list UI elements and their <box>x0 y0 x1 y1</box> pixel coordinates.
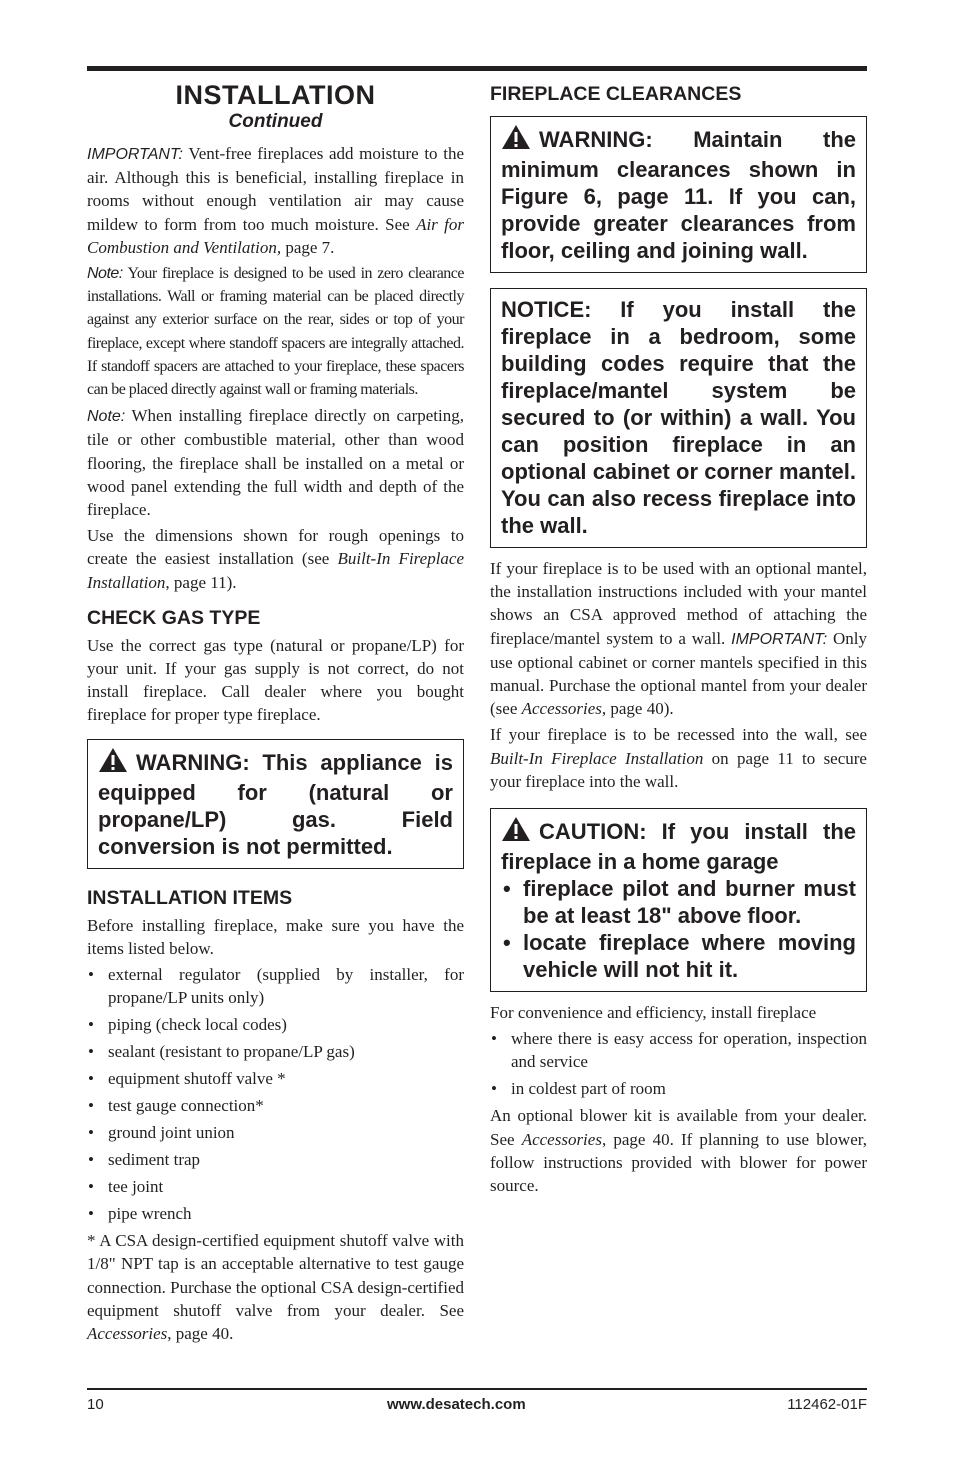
section-title: INSTALLATION <box>175 80 376 110</box>
mantel-important-text: Only use optional cabinet or corner mantels specified in this manual. Purchase the optional mantel from your dealer (see <box>490 628 867 719</box>
important-tail: page 7. <box>281 237 335 257</box>
footer-rule <box>87 1388 867 1390</box>
warning-triangle-icon <box>501 124 531 156</box>
website-link[interactable]: www.desatech.com <box>387 1396 526 1413</box>
list-item: • pipe wrench <box>87 1202 464 1225</box>
footnote-ref: Accessories <box>87 1324 168 1344</box>
mantel-important-label: IMPORTANT: <box>731 630 828 648</box>
convenience-intro: For convenience and efficiency, install fireplace <box>490 1003 817 1023</box>
list-item: • fireplace pilot and burner must be at least 18" above floor. <box>501 875 856 929</box>
note1-text: Your fireplace is designed to be used in zero clearance installations. Wall or framing material can be placed directly against any exterior surface on the rear, sides or top of your fireplace, except where standoff spacers are integrally attached. If standoff spacers are attached to your fireplace, these spacers can be placed directly against wall or framing materials. <box>87 265 464 399</box>
caution-title: CAUTION: If you install the fireplace in a home garage <box>501 819 856 875</box>
warning-triangle-icon <box>501 816 531 848</box>
list-item: • locate fireplace where moving vehicle will not hit it. <box>501 929 856 983</box>
important-text: Vent-free fireplaces add moisture to the air. Although this is beneficial, installing fireplace in rooms without enough ventilation air may cause mildew to form from too much moisture. See <box>87 144 464 234</box>
important-ref: Air for Combustion and Ventilation, <box>87 214 464 257</box>
footnote-tail: , page 40. <box>167 1324 234 1344</box>
dims-ref: Built-In Fireplace Installation <box>87 549 465 592</box>
note2-text: When installing fireplace directly on carpeting, tile or other combustible material, other than wood flooring, the fireplace shall be installed on a metal or wood panel extending the full width and depth of the fireplace. <box>87 406 464 520</box>
caution-title-line <box>501 816 856 875</box>
list-item: • in coldest part of room <box>490 1077 867 1100</box>
page-number: 10 <box>87 1396 104 1413</box>
clearance-warning-text: WARNING: Maintain the minimum clearances shown in Figure 6, page 11. If you can, provide greater clearances from floor, ceiling and joining wall. <box>501 127 856 263</box>
gas-warning-box <box>87 739 464 869</box>
mantel-paragraph <box>490 557 867 720</box>
dims-text: Use the dimensions shown for rough openings to create the easiest installation (see <box>87 526 464 569</box>
clearance-warning-box <box>490 116 867 273</box>
installation-items-list <box>87 963 464 1225</box>
list-item: • sealant (resistant to propane/LP gas) <box>87 1040 464 1063</box>
dimensions-paragraph <box>87 524 464 594</box>
blower-ref: Accessories <box>521 1129 602 1149</box>
shutoff-footnote <box>87 1229 464 1345</box>
bedroom-notice-box <box>490 288 867 548</box>
blower-tail: , page 40. If planning to use blower, follow instructions provided with blower for power source. <box>490 1129 867 1196</box>
section-subtitle: Continued <box>228 111 323 132</box>
list-item: • tee joint <box>87 1175 464 1198</box>
recess-tail: on page 11 to secure your fireplace into the wall. <box>490 748 867 791</box>
list-item: • ground joint union <box>87 1121 464 1144</box>
left-column <box>87 80 464 1348</box>
check-gas-heading: CHECK GAS TYPE <box>87 606 261 629</box>
list-item: • sediment trap <box>87 1148 464 1171</box>
important-label: IMPORTANT: <box>87 146 183 163</box>
list-item: • external regulator (supplied by installer, for propane/LP units only) <box>87 963 464 1009</box>
recess-ref: Built-In Fireplace Installation <box>490 748 704 768</box>
clearances-heading: FIREPLACE CLEARANCES <box>490 83 742 105</box>
list-item: • piping (check local codes) <box>87 1013 464 1036</box>
mantel-text: If your fireplace is to be used with an optional mantel, the installation instructions included with your mantel shows an CSA approved method of attaching the fireplace/mantel system to a wall. <box>490 559 867 648</box>
warning-triangle-icon <box>98 747 128 779</box>
document-code: 112462-01F <box>787 1396 867 1413</box>
note2-label: Note: <box>87 408 126 426</box>
items-intro: Before installing fireplace, make sure you have the items listed below. <box>87 915 464 958</box>
top-rule <box>87 66 867 71</box>
note1-label: Note: <box>87 265 123 283</box>
note-zero-clearance <box>87 262 464 401</box>
recess-text: If your fireplace is to be recessed into the wall, see <box>490 725 867 745</box>
footnote-text: * A CSA design-certified equipment shutoff valve with 1/8" NPT tap is an acceptable alternative to test gauge connection. Purchase the optional CSA design-certified equipment shutoff valve from your dealer. See <box>87 1231 464 1320</box>
recess-paragraph <box>490 723 867 793</box>
bedroom-notice-text: NOTICE: If you install the fireplace in a bedroom, some building codes require that the fireplace/mantel system be secured to (or within) a wall. You can position fireplace in an optional cabinet or corner mantel. You can also recess fireplace into the wall. <box>501 297 856 538</box>
right-column <box>490 80 867 1200</box>
mantel-tail: , page 40). <box>601 699 674 719</box>
blower-text: An optional blower kit is available from your dealer. See <box>490 1106 867 1149</box>
caution-list <box>501 875 856 983</box>
list-item: • equipment shutoff valve * <box>87 1067 464 1090</box>
important-paragraph <box>87 142 464 259</box>
dims-tail: , page 11). <box>165 572 237 592</box>
note-carpeting <box>87 404 464 521</box>
blower-paragraph <box>490 1104 867 1197</box>
list-item: • where there is easy access for operation, inspection and service <box>490 1027 867 1073</box>
installation-items-heading: INSTALLATION ITEMS <box>87 886 293 909</box>
garage-caution-box <box>490 808 867 992</box>
mantel-ref: Accessories <box>521 699 602 719</box>
convenience-list <box>490 1027 867 1100</box>
list-item: • test gauge connection* <box>87 1094 464 1117</box>
gas-warning-text: WARNING: This appliance is equipped for (natural or propane/LP) gas. Field conversion is not permitted. <box>98 749 453 859</box>
gas-paragraph: Use the correct gas type (natural or propane/LP) for your unit. If your gas supply is not correct, do not install fireplace. Call dealer where you bought fireplace for proper type fireplace. <box>87 635 464 725</box>
